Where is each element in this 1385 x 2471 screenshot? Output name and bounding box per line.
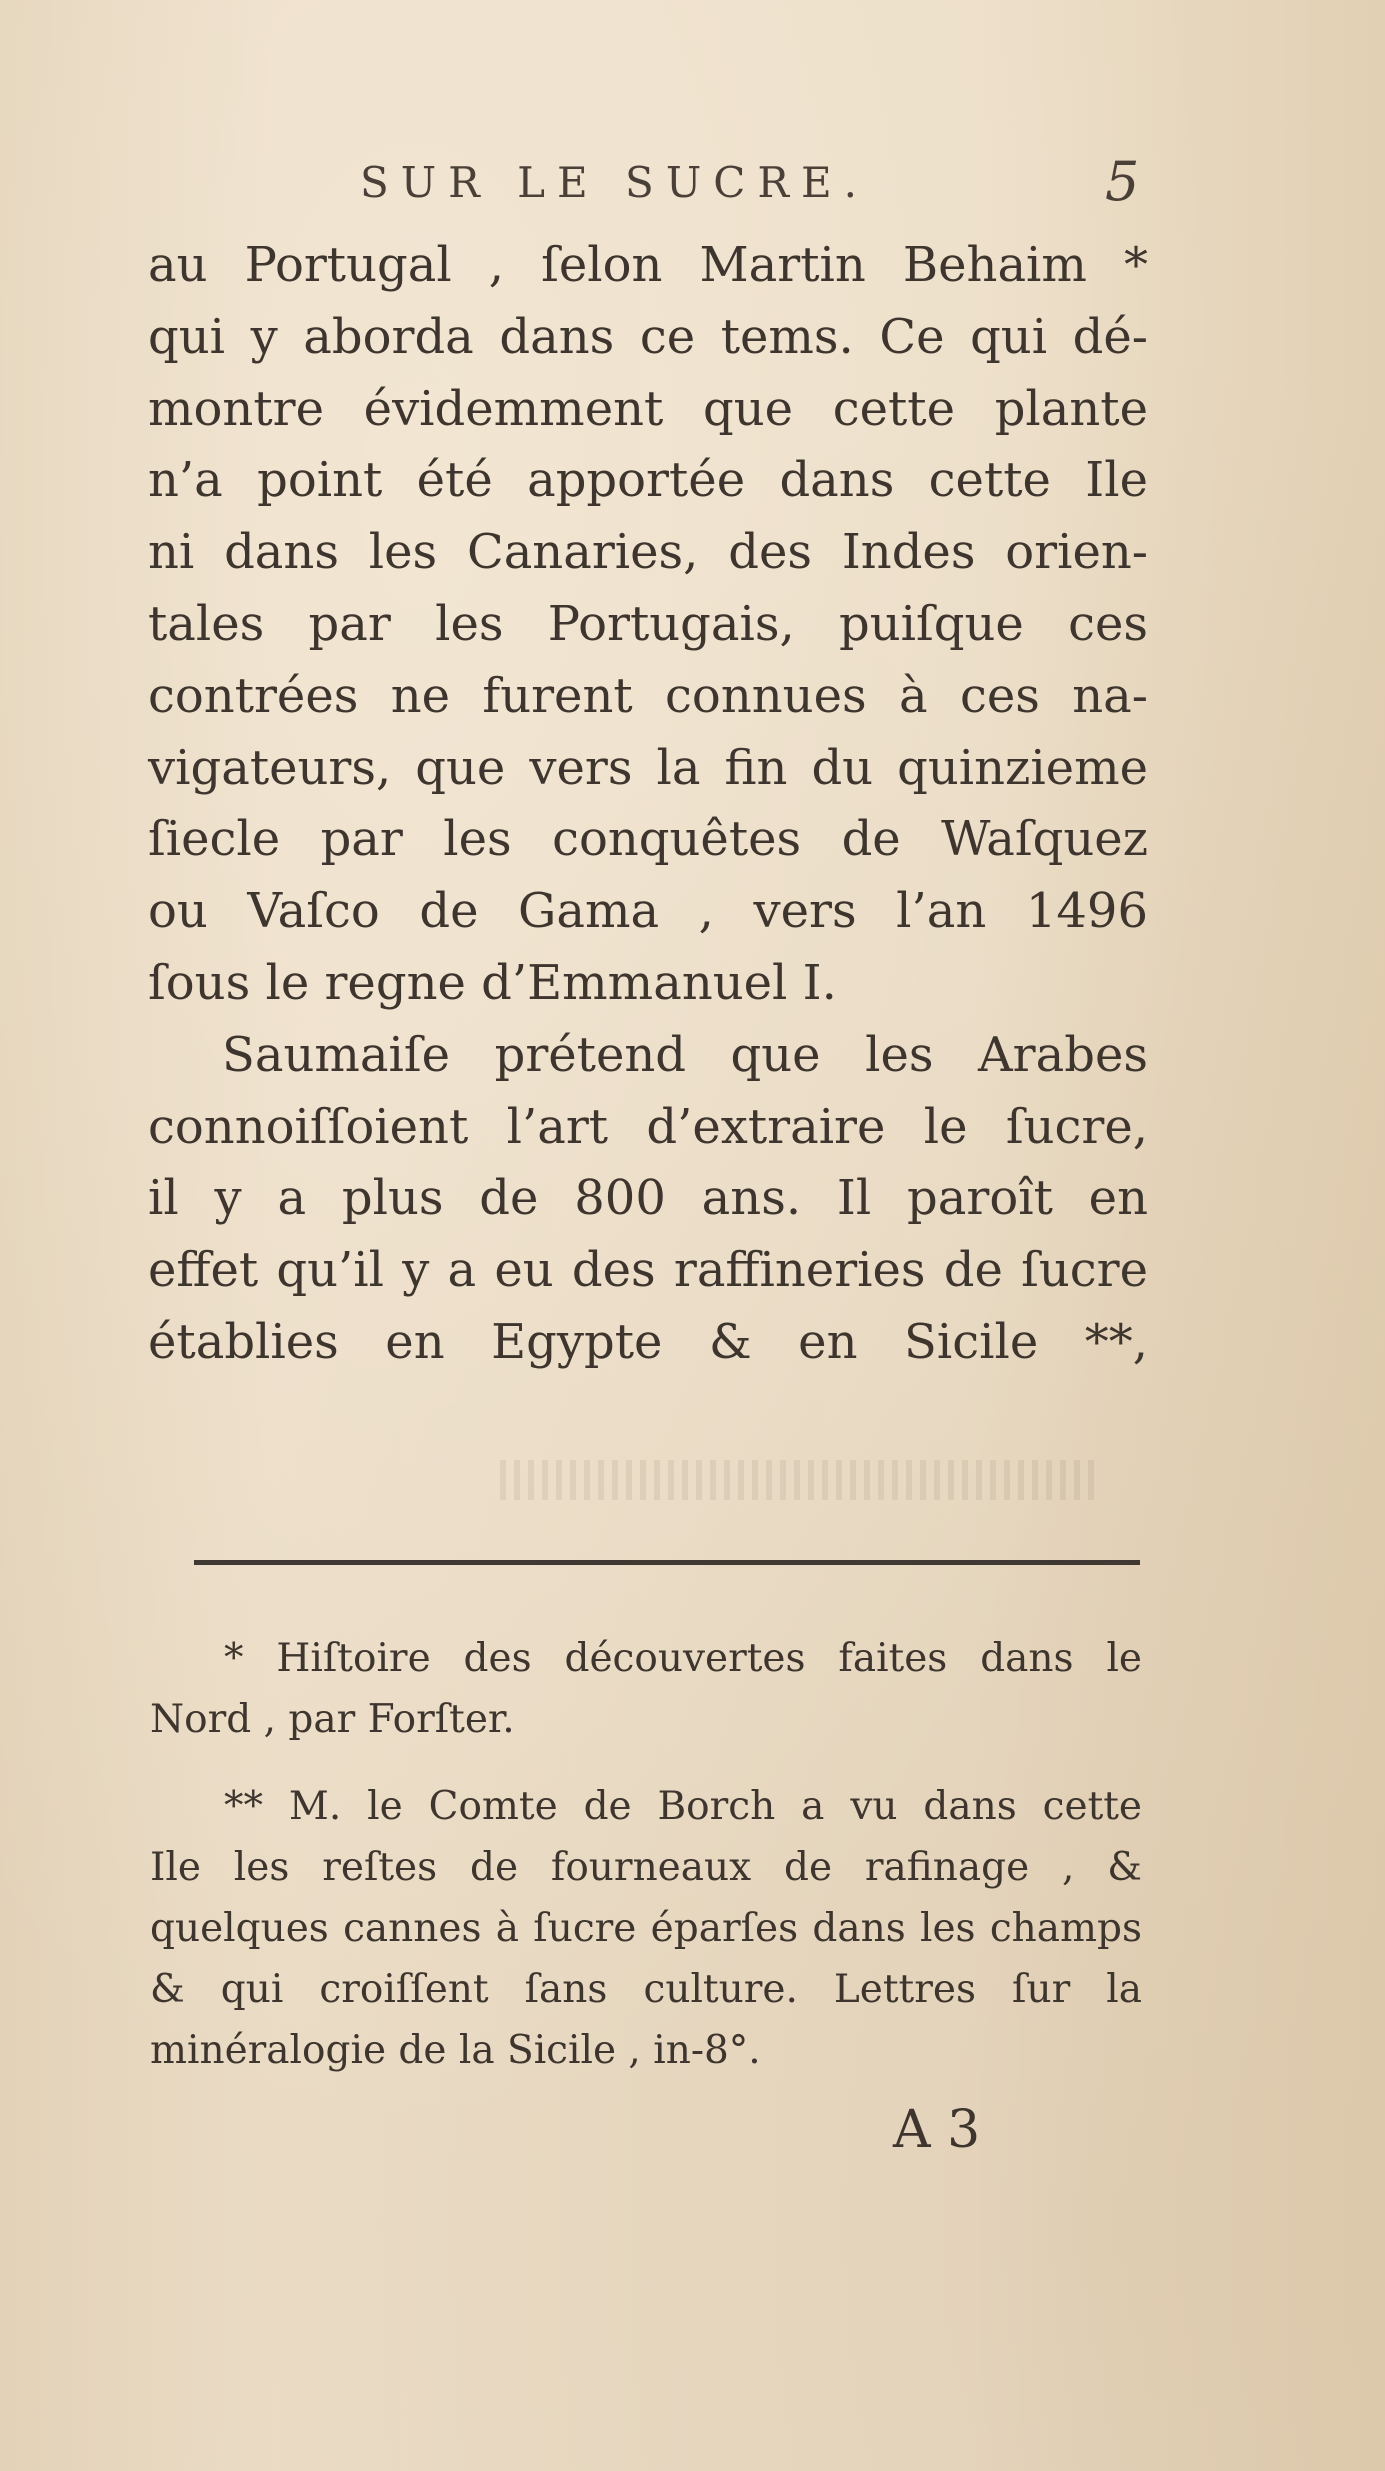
bleed-through-texture: [500, 1460, 1100, 1500]
text-line: ſous le regne d’Emmanuel I.: [148, 954, 837, 1011]
text-line: ſiecle par les conquêtes de Waſquez: [148, 811, 1148, 868]
text-line: ou Vaſco de Gama , vers l’an 1496: [148, 883, 1148, 940]
footnotes: [150, 1628, 1142, 2107]
footnote-rule: [194, 1560, 1140, 1565]
footnote-line: Nord , par Forſter.: [150, 1697, 515, 1742]
signature-mark: A 3: [893, 2100, 981, 2160]
footnote-2: [150, 1776, 1142, 2081]
text-line: effet qu’il y a eu des raffineries de ſucre: [148, 1242, 1148, 1299]
text-line: Saumaiſe prétend que les Arabes: [222, 1026, 1148, 1083]
text-line: ni dans les Canaries, des Indes orien-: [148, 524, 1148, 581]
text-line: vigateurs, que vers la fin du quinzieme: [148, 739, 1148, 796]
text-line: il y a plus de 800 ans. Il paroît en: [148, 1170, 1148, 1227]
text-line: tales par les Portugais, puiſque ces: [148, 595, 1148, 652]
footnote-line: minéralogie de la Sicile , in-8°.: [150, 2028, 761, 2073]
text-line: au Portugal , ſelon Martin Behaim *: [148, 237, 1148, 293]
text-line: contrées ne furent connues à ces na-: [148, 667, 1148, 724]
footnote-line: Ile les reſtes de fourneaux de rafinage , &: [150, 1845, 1142, 1890]
footnote-line: ** M. le Comte de Borch a vu dans cette: [224, 1784, 1142, 1829]
text-line: établies en Egypte & en Sicile **,: [148, 1313, 1148, 1370]
page-number: 5: [1105, 150, 1140, 213]
footnote-line: & qui croiſſent ſans culture. Lettres ſur la: [150, 1967, 1142, 2012]
text-line: montre évidemment que cette plante: [148, 380, 1148, 437]
running-title: SUR LE SUCRE.: [360, 158, 869, 207]
footnote-line: * Hiſtoire des découvertes faites dans le: [224, 1636, 1142, 1681]
text-line: connoiſſoient l’art d’extraire le ſucre,: [148, 1098, 1148, 1155]
footnote-1: [150, 1628, 1142, 1750]
main-text: [148, 230, 1148, 1379]
text-line: qui y aborda dans ce tems. Ce qui dé-: [148, 308, 1148, 365]
text-line: n’a point été apportée dans cette Ile: [148, 452, 1148, 509]
footnote-line: quelques cannes à ſucre éparſes dans les champs: [150, 1906, 1142, 1951]
